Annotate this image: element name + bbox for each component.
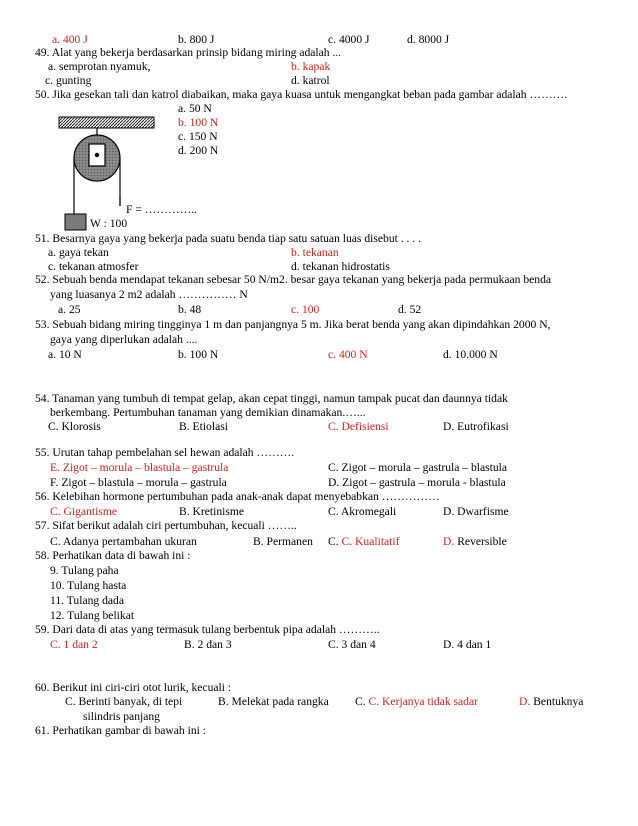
- q51-option-b: b. tekanan: [291, 246, 339, 259]
- q48-option-b: b. 800 J: [178, 33, 215, 46]
- q60-option-d: [519, 695, 583, 709]
- q59-option-d: D. 4 dan 1: [443, 638, 492, 651]
- q51-option-c: c. tekanan atmosfer: [48, 260, 139, 273]
- q59-option-b: B. 2 dan 3: [184, 638, 232, 651]
- q59-stem: 59. Dari data di atas yang termasuk tulang berbentuk pipa adalah ………..: [35, 623, 380, 636]
- q52-option-a: a. 25: [58, 303, 81, 316]
- q52-stem-line2: yang luasanya 2 m2 adalah …………… N: [50, 288, 248, 301]
- q57-option-d-text: Reversible: [457, 535, 507, 548]
- q48-option-c: c. 4000 J: [328, 33, 370, 46]
- q56-option-d: D. Dwarfisme: [443, 505, 509, 518]
- q53-option-b: b. 100 N: [178, 348, 219, 361]
- q54-option-b: [179, 420, 228, 434]
- q49-option-b: b. kapak: [291, 60, 331, 73]
- q49-option-a: a. semprotan nyamuk,: [48, 60, 151, 73]
- q53-stem-line1: 53. Sebuah bidang miring tingginya 1 m dan panjangnya 5 m. Jika berat benda yang akan dipindahkan 2000 N,: [35, 318, 551, 331]
- q58-stem: 58. Perhatikan data di bawah ini :: [35, 549, 191, 562]
- q58-item: 9. Tulang paha: [50, 564, 119, 577]
- q57-option-d: [443, 535, 507, 549]
- q60-option-c-text: C. Kerjanya tidak sadar: [368, 695, 478, 708]
- q55-option-f: F. Zigot – blastula – morula – gastrula: [50, 476, 227, 489]
- q52-option-c: c. 100: [291, 303, 320, 316]
- q60-stem: 60. Berikut ini ciri-ciri otot lurik, kecuali :: [35, 681, 232, 694]
- q51-option-d: d. tekanan hidrostatis: [291, 260, 390, 273]
- q55-option-e: E. Zigot – morula – blastula – gastrula: [50, 461, 229, 474]
- q58-item: 12. Tulang belikat: [50, 609, 135, 622]
- q60-option-a: C. Berinti banyak, di tepi: [65, 695, 183, 708]
- q60-option-d-prefix: D.: [519, 695, 531, 708]
- q49-option-d: d. katrol: [291, 74, 330, 87]
- q52-option-d: d. 52: [398, 303, 422, 316]
- q56-option-b: B. Kretinisme: [179, 505, 245, 518]
- q56-option-c: C. Akromegali: [328, 505, 397, 518]
- q50-stem: 50. Jika gesekan tali dan katrol diabaikan, maka gaya kuasa untuk mengangkat beban pada gambar adalah ……….: [35, 88, 568, 101]
- q49-stem: 49. Alat yang bekerja berdasarkan prinsip bidang miring adalah ...: [35, 46, 342, 59]
- q57-option-c-text: C. Kualitatif: [341, 535, 400, 548]
- q57-option-c: C. C. Kualitatif: [328, 535, 400, 548]
- q50-option-c: c. 150 N: [178, 130, 218, 143]
- q53-option-c: c. 400 N: [328, 348, 368, 361]
- q56-stem: 56. Kelebihan hormone pertumbuhan pada anak-anak dapat menyebabkan ……………: [35, 490, 440, 503]
- q52-option-b: b. 48: [178, 303, 202, 316]
- q53-stem-line2: gaya yang diperlukan adalah ....: [50, 333, 198, 346]
- q54-option-a: C. Klorosis: [48, 420, 101, 433]
- q54-stem-line1: 54. Tanaman yang tumbuh di tempat gelap, akan cepat tinggi, namun tampak pucat dan daunnya tidak: [35, 392, 508, 405]
- q50-option-d: d. 200 N: [178, 144, 219, 157]
- q55-option-d: D. Zigot – gastrula – morula - blastula: [328, 476, 506, 489]
- q55-stem: 55. Urutan tahap pembelahan sel hewan adalah ……….: [35, 446, 295, 459]
- q57-stem: 57. Sifat berikut adalah ciri pertumbuhan, kecuali ……..: [35, 519, 297, 532]
- q49-option-c: c. gunting: [45, 74, 92, 87]
- load-block: [65, 214, 86, 230]
- q60-option-c: C. C. Kerjanya tidak sadar: [355, 695, 478, 708]
- q54-option-c: [328, 420, 389, 434]
- ceiling-support: [59, 117, 154, 128]
- q59-option-c: C. 3 dan 4: [328, 638, 376, 651]
- q59-option-a: C. 1 dan 2: [50, 638, 98, 651]
- q56-option-a: C. Gigantisme: [50, 505, 117, 518]
- q57-option-a: C. Adanya pertambahan ukuran: [50, 535, 197, 548]
- q60-option-b: B. Melekat pada rangka: [218, 695, 329, 708]
- q60-option-a-continued: silindris panjang: [83, 710, 160, 723]
- weight-label: W : 100: [90, 217, 128, 230]
- q51-option-a: a. gaya tekan: [48, 246, 109, 259]
- q48-option-a: a. 400 J: [52, 33, 88, 46]
- q51-stem: 51. Besarnya gaya yang bekerja pada suatu benda tiap satu satuan luas disebut . . . .: [35, 232, 422, 245]
- q53-option-a: a. 10 N: [48, 348, 82, 361]
- pulley-axle: [95, 153, 99, 157]
- q58-item: 11. Tulang dada: [50, 594, 124, 607]
- q52-stem-line1: 52. Sebuah benda mendapat tekanan sebesar 50 N/m2. besar gaya tekanan yang bekerja pada permukaan benda: [35, 273, 552, 286]
- q61-stem: 61. Perhatikan gambar di bawah ini :: [35, 724, 206, 737]
- q53-option-d: d. 10.000 N: [443, 348, 498, 361]
- force-label: F = …………..: [126, 203, 197, 216]
- q55-option-c: C. Zigot – morula – gastrula – blastula: [328, 461, 508, 474]
- q54-stem-line2: berkembang. Pertumbuhan tanaman yang demikian dinamakan.…...: [50, 406, 366, 419]
- q50-option-b: b. 100 N: [178, 116, 219, 129]
- q54-option-b-text: B. Etiolasi: [179, 420, 228, 433]
- q60-option-d-text: Bentuknya: [533, 695, 584, 708]
- q57-option-d-prefix: D.: [443, 535, 455, 548]
- q57-option-b: B. Permanen: [253, 535, 313, 548]
- q54-option-c-text: C. Defisiensi: [328, 420, 389, 433]
- q50-option-a: a. 50 N: [178, 102, 212, 115]
- q58-item: 10. Tulang hasta: [50, 579, 127, 592]
- q48-option-d: d. 8000 J: [407, 33, 450, 46]
- q54-option-d: D. Eutrofikasi: [443, 420, 509, 433]
